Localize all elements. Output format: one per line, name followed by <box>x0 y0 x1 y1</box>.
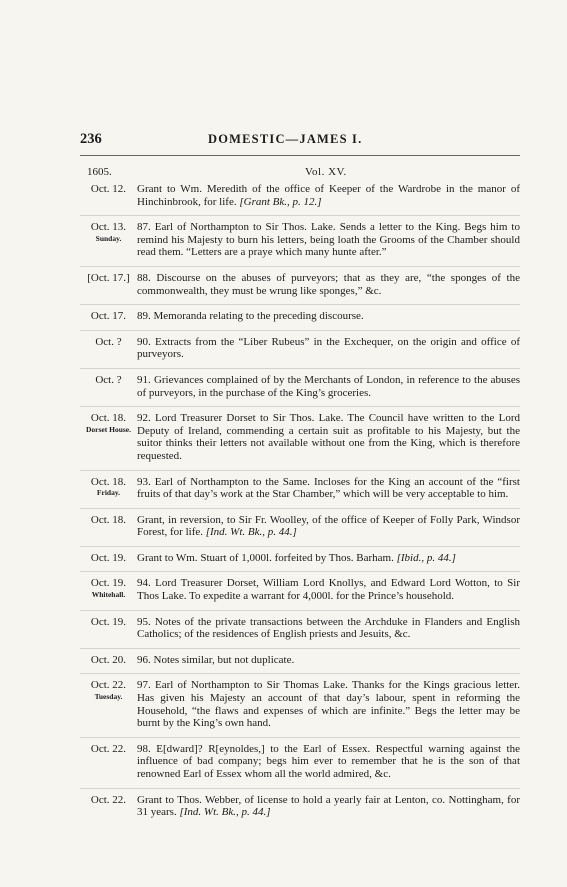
calendar-entry <box>80 552 520 573</box>
entry-body: 94. Lord Treasurer Dorset, William Lord Knollys, and Edward Lord Wotton, to Sir Thos Lake. To expedite a warrant for 4,000l. for the Prince’s household. <box>137 577 520 603</box>
entry-text <box>137 476 520 501</box>
calendar-entry <box>80 616 520 649</box>
entry-body: 87. Earl of Northampton to Sir Thos. Lake. Sends a letter to the King. Begs him to remind his Majesty to burn his letters, being loath the Grooms of the Chamber should read them. “Letters are a praye which many hunte after.” <box>137 221 520 259</box>
calendar-entry <box>80 679 520 737</box>
calendar-entry <box>80 654 520 675</box>
entry-date: Oct. 20. <box>90 653 127 666</box>
entry-margin <box>80 272 137 297</box>
entry-body: Grant to Wm. Meredith of the office of Keeper of the Wardrobe in the manor of Hinchinbrook, for life. <box>137 183 520 208</box>
entry-date: Oct. 22. <box>90 742 127 755</box>
volume-label: Vol. XV. <box>305 166 347 178</box>
entry-body: 89. Memoranda relating to the preceding discourse. <box>137 310 364 323</box>
entry-margin <box>80 552 137 565</box>
entry-text <box>137 336 520 361</box>
entry-date: Oct. 19. <box>90 551 127 564</box>
entry-reference: [Ibid., p. 44.] <box>396 551 456 564</box>
entry-margin <box>80 476 137 501</box>
entry-margin <box>80 336 137 361</box>
entry-date: Oct. ? <box>95 335 122 348</box>
entry-body: 88. Discourse on the abuses of purveyors; that as they are, “the sponges of the commonwealth, they must be wrung like sponges,” &c. <box>137 271 520 297</box>
entry-body: 90. Extracts from the “Liber Rubeus” in the Exchequer, on the origin and office of purveyors. <box>137 335 520 361</box>
entry-margin <box>80 221 137 259</box>
entry-margin <box>80 310 137 323</box>
entry-place: Sunday. <box>95 233 122 243</box>
calendar-entry <box>80 336 520 369</box>
entry-body: 93. Earl of Northampton to the Same. Incloses for the King an account of the “first fruits of that day’s work at the Star Chamber,” which will be very acceptable to him. <box>137 475 520 501</box>
header-rule <box>80 155 520 156</box>
entry-date: Oct. 18. <box>90 513 127 526</box>
entry-place: Whitehall. <box>91 589 126 599</box>
entry-date: Oct. 22. <box>90 793 127 806</box>
entry-body: Grant to Thos. Webber, of license to hold a yearly fair at Lenton, co. Nottingham, for 31 years. <box>137 793 520 819</box>
entry-text <box>137 577 520 602</box>
entry-date: Oct. ? <box>95 373 122 386</box>
entry-body: 92. Lord Treasurer Dorset to Sir Thos. Lake. The Council have written to the Lord Deputy of Ireland, commending a certain suit as profitable to his Majesty, but the suitor thinks their letters not available without one from the King, which is therefore requested. <box>137 412 520 462</box>
entry-text <box>137 412 520 462</box>
entry-body: 91. Grievances complained of by the Merchants of London, in reference to the abuses of purveyors, in the purchase of the King’s groceries. <box>137 373 520 399</box>
entry-text <box>137 743 520 781</box>
entry-reference: [Grant Bk., p. 12.] <box>239 195 322 208</box>
calendar-entry <box>80 794 520 826</box>
entry-place: Friday. <box>96 488 121 497</box>
calendar-entry <box>80 577 520 610</box>
entry-date: Oct. 19. <box>90 615 127 628</box>
entries-list <box>80 183 520 831</box>
entry-margin <box>80 794 137 819</box>
entry-text <box>137 374 520 399</box>
entry-body: Grant, in reversion, to Sir Fr. Woolley, of the office of Keeper of Folly Park, Windsor Forest, for life. <box>137 513 520 539</box>
entry-place: Dorset House. <box>86 424 131 434</box>
entry-margin <box>80 654 137 667</box>
entry-text <box>137 183 520 208</box>
entry-date: Oct. 12. <box>90 183 127 195</box>
entry-text <box>137 616 520 641</box>
entry-margin <box>80 743 137 781</box>
calendar-entry <box>80 310 520 331</box>
entry-text <box>137 654 520 667</box>
entry-margin <box>80 183 137 208</box>
calendar-entry <box>80 476 520 509</box>
entry-date: [Oct. 17.] <box>87 271 130 284</box>
entry-text <box>137 514 520 539</box>
calendar-entry <box>80 412 520 470</box>
entry-date: Oct. 18. <box>90 412 127 425</box>
page-number: 236 <box>80 131 102 147</box>
year-label: 1605. <box>87 166 112 178</box>
entry-text <box>137 552 520 565</box>
running-title: DOMESTIC—JAMES I. <box>208 132 363 146</box>
entry-body: 95. Notes of the private transactions between the Archduke in Flanders and English Catholics; of the residences of English priests and Jesuits, &c. <box>137 615 520 641</box>
calendar-entry <box>80 374 520 407</box>
entry-date: Oct. 17. <box>90 310 127 323</box>
calendar-entry <box>80 183 520 216</box>
entry-text <box>137 221 520 259</box>
entry-margin <box>80 616 137 641</box>
entry-body: Grant to Wm. Stuart of 1,000l. forfeited by Thos. Barham. <box>137 551 397 564</box>
entry-body: 96. Notes similar, but not duplicate. <box>137 653 295 666</box>
entry-date: Oct. 19. <box>90 577 127 590</box>
entry-margin <box>80 577 137 602</box>
entry-place: Tuesday. <box>94 691 123 701</box>
entry-body: 98. E[dward]? R[eynoldes,] to the Earl of Essex. Respectful warning against the influence of bad company; begs him ever to remember that he is the son of that renowned Earl of Essex whom all the world admired, &c. <box>137 742 520 780</box>
calendar-entry <box>80 272 520 305</box>
calendar-entry <box>80 514 520 547</box>
entry-margin <box>80 412 137 462</box>
entry-margin <box>80 679 137 729</box>
calendar-entry <box>80 743 520 789</box>
entry-text <box>137 310 520 323</box>
entry-margin <box>80 514 137 539</box>
entry-reference: [Ind. Wt. Bk., p. 44.] <box>179 806 271 819</box>
entry-text <box>137 272 520 297</box>
entry-body: 97. Earl of Northampton to Sir Thomas Lake. Thanks for the Kings gracious letter. Has given his Majesty an account of that day’s labour, spent in reforming the Household, “the flaws and expenses of which are infinite.” Begs the letter may be burnt by the King’s own hand. <box>137 679 520 730</box>
entry-text <box>137 679 520 729</box>
page-header <box>80 131 518 151</box>
entry-date: Oct. 22. <box>90 679 127 692</box>
entry-reference: [Ind. Wt. Bk., p. 44.] <box>205 526 297 539</box>
entry-date: Oct. 18. <box>90 475 127 488</box>
entry-date: Oct. 13. <box>90 221 127 234</box>
calendar-entry <box>80 221 520 267</box>
entry-text <box>137 794 520 819</box>
entry-margin <box>80 374 137 399</box>
